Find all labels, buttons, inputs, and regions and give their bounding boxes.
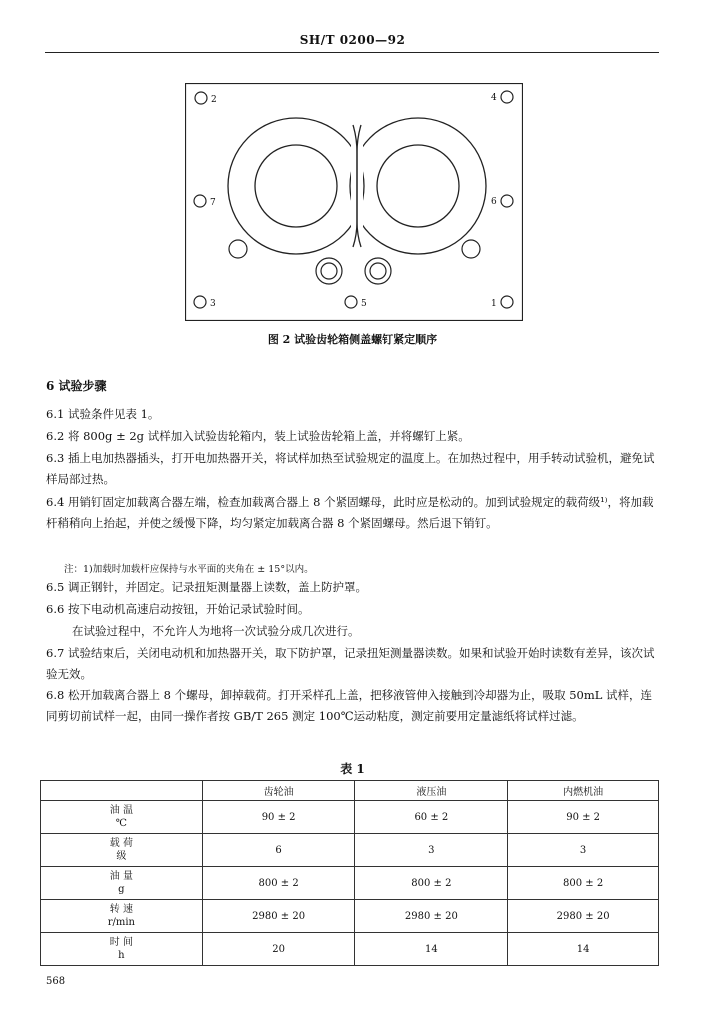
paragraph-6-6: 6.6 按下电动机高速启动按钮，开始记录试验时间。	[46, 602, 310, 616]
shaft-hole-right-outer	[365, 258, 391, 284]
hole-label-1: 1	[491, 299, 497, 309]
gearbox-cover-diagram	[185, 83, 523, 321]
table-cell: 20	[202, 933, 355, 966]
row-label: 油 温 ℃	[41, 801, 203, 834]
header-hydraulic-oil: 液压油	[355, 781, 508, 801]
hole-label-5: 5	[361, 299, 367, 309]
gear-bore-right	[377, 145, 459, 227]
table-cell: 90 ± 2	[508, 801, 659, 834]
table-cell: 14	[355, 933, 508, 966]
header-engine-oil: 内燃机油	[508, 781, 659, 801]
table-cell: 6	[202, 834, 355, 867]
shaft-hole-left-inner	[321, 263, 337, 279]
table-row	[41, 834, 659, 867]
hole-label-4: 4	[491, 93, 497, 103]
shaft-hole-left-outer	[316, 258, 342, 284]
hole-label-3: 3	[210, 299, 216, 309]
hole-label-2: 2	[211, 95, 217, 105]
section-title: 6 试验步骤	[46, 379, 107, 393]
paragraph-6-4: 6.4 用销钉固定加载离合器左端，检查加载离合器上 8 个紧固螺母，此时应是松动的。加到试验规定的载荷级¹⁾，将加载杆稍稍向上抬起，并使之缓慢下降，均匀紧定加载离合器 8 个紧固螺母。然后退下销钉。	[46, 495, 654, 530]
shaft-hole-right-inner	[370, 263, 386, 279]
bolt-hole-3	[194, 296, 206, 308]
gear-bore-left	[255, 145, 337, 227]
bolt-hole-6	[501, 195, 513, 207]
table-cell: 2980 ± 20	[202, 900, 355, 933]
bolt-hole-4	[501, 91, 513, 103]
pin-hole-right	[462, 240, 480, 258]
row-label: 时 间 h	[41, 933, 203, 966]
table-row	[41, 900, 659, 933]
table-row	[41, 801, 659, 834]
bolt-hole-1	[501, 296, 513, 308]
table-row	[41, 867, 659, 900]
gear-housing-left	[228, 118, 364, 254]
header-rule	[45, 52, 659, 53]
table-cell: 90 ± 2	[202, 801, 355, 834]
table-header-row	[41, 781, 659, 801]
paragraph-6-3: 6.3 插上电加热器插头，打开电加热器开关，将试样加热至试验规定的温度上。在加热过程中，用手转动试验机，避免试样局部过热。	[46, 451, 655, 486]
table-caption: 表 1	[340, 762, 365, 776]
table-row	[41, 933, 659, 966]
hole-label-7: 7	[210, 198, 216, 208]
table-cell: 14	[508, 933, 659, 966]
row-label: 转 速 r/min	[41, 900, 203, 933]
row-label: 载 荷 级	[41, 834, 203, 867]
table-cell: 2980 ± 20	[508, 900, 659, 933]
footnote: 注：1)加载时加载杆应保持与水平面的夹角在 ± 15°以内。	[64, 564, 314, 575]
paragraph-6-1: 6.1 试验条件见表 1。	[46, 407, 160, 421]
table-cell: 800 ± 2	[355, 867, 508, 900]
table-cell: 3	[355, 834, 508, 867]
header-gear-oil: 齿轮油	[202, 781, 355, 801]
row-label: 油 量 g	[41, 867, 203, 900]
table-cell: 800 ± 2	[202, 867, 355, 900]
paragraph-6-6-continued: 在试验过程中，不允许人为地将一次试验分成几次进行。	[72, 624, 360, 638]
table-cell: 800 ± 2	[508, 867, 659, 900]
header-cell-empty	[41, 781, 203, 801]
bolt-hole-7	[194, 195, 206, 207]
paragraph-6-2: 6.2 将 800g ± 2g 试样加入试验齿轮箱内，装上试验齿轮箱上盖，并将螺钉上紧。	[46, 429, 470, 443]
hole-label-6: 6	[491, 197, 497, 207]
figure-caption: 图 2 试验齿轮箱侧盖螺钉紧定顺序	[267, 333, 438, 346]
page-number: 568	[46, 976, 66, 987]
test-conditions-table	[40, 780, 659, 966]
standard-number-header: SH/T 0200—92	[299, 33, 406, 47]
table-cell: 60 ± 2	[355, 801, 508, 834]
bolt-hole-2	[195, 92, 207, 104]
paragraph-6-7: 6.7 试验结束后，关闭电动机和加热器开关，取下防护罩，记录扭矩测量器读数。如果和试验开始时读数有差异，该次试验无效。	[46, 646, 655, 681]
paragraph-6-8: 6.8 松开加载离合器上 8 个螺母，卸掉载荷。打开采样孔上盖，把移液管伸入接触到冷却器为止，吸取 50mL 试样，连同剪切前试样一起，由同一操作者按 GB/T 265 测定 100℃运动粘度，测定前要用定量滤纸将试样过滤。	[46, 688, 653, 723]
table-cell: 2980 ± 20	[355, 900, 508, 933]
pin-hole-left	[229, 240, 247, 258]
bolt-hole-5	[345, 296, 357, 308]
gear-housing-right	[350, 118, 486, 254]
paragraph-6-5: 6.5 调正钢针，并固定。记录扭矩测量器上读数，盖上防护罩。	[46, 580, 367, 594]
table-cell: 3	[508, 834, 659, 867]
